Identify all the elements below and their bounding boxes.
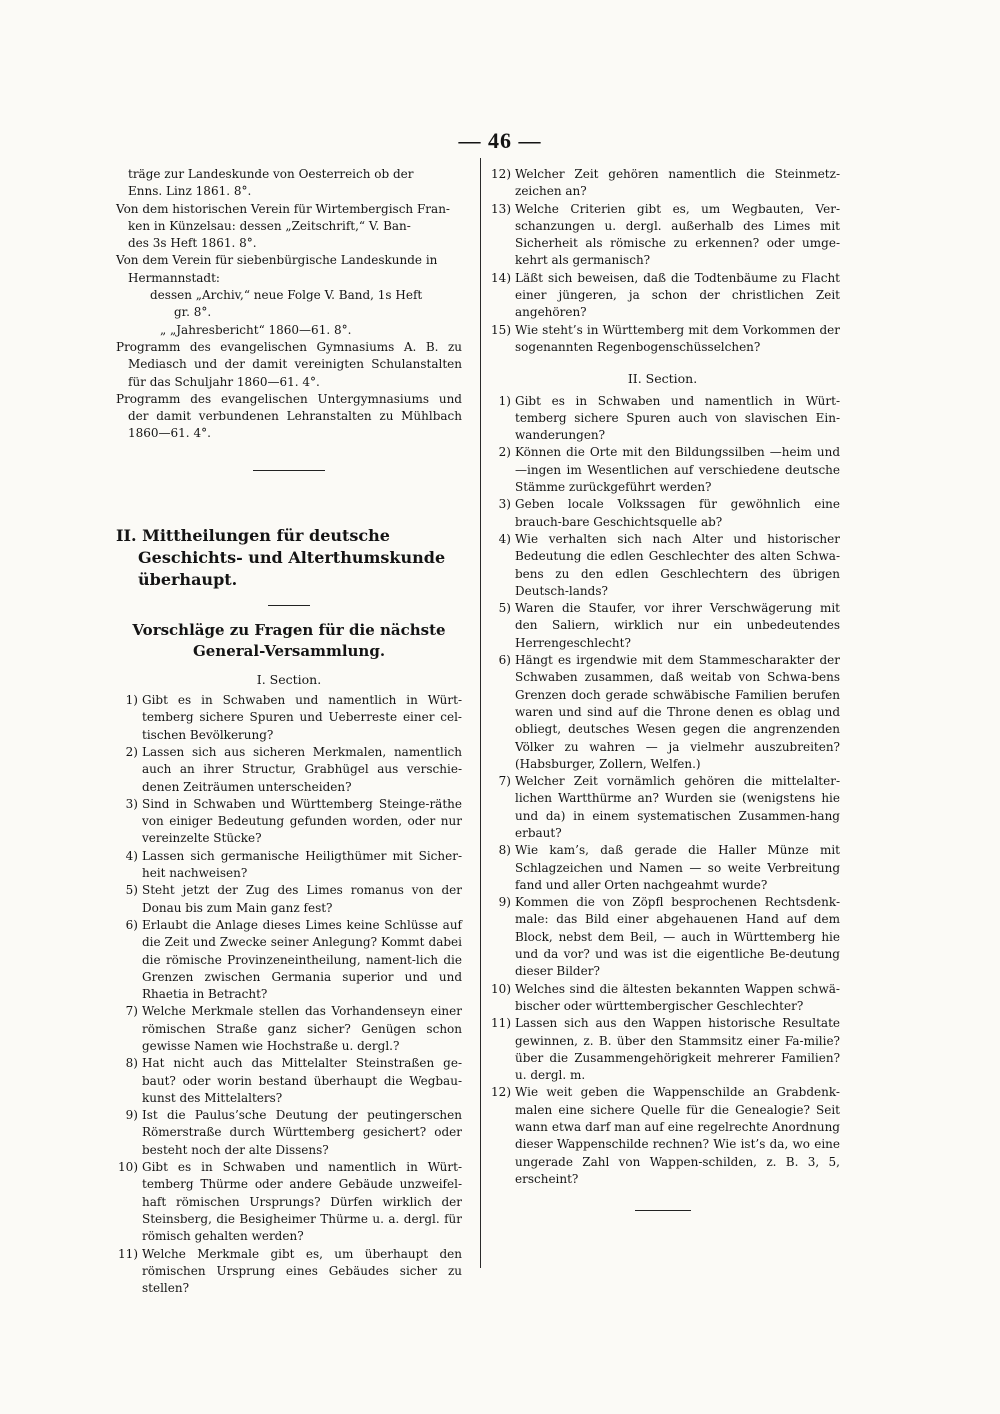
question-item bbox=[116, 917, 462, 1003]
question-item bbox=[485, 201, 840, 270]
text-line: Enns. Linz 1861. 8°. bbox=[128, 184, 252, 199]
question-number: 12) bbox=[491, 167, 511, 181]
question-text: Gibt es in Schwaben und namentlich in Würt-temberg sichere Spuren und Ueberreste einer cel-tischen Bevölkerung? bbox=[142, 693, 462, 742]
question-text: Erlaubt die Anlage dieses Limes keine Schlüsse auf die Zeit und Zwecke seiner Anlegung? Kommt dabei die römische Provinzeneintheilung, nament-lich die Grenzen zwischen Germania superior und und Rhaetia in Betracht? bbox=[142, 917, 462, 1002]
separator-rule bbox=[635, 1210, 691, 1211]
right-column bbox=[485, 166, 840, 1211]
subsection-title: Vorschläge zu Fragen für die nächste General-Versammlung. bbox=[132, 620, 446, 660]
intro-entry bbox=[116, 166, 462, 201]
question-number: 1) bbox=[125, 693, 138, 708]
question-text: Läßt sich beweisen, daß die Todtenbäume zu Flacht einer jüngeren, ja schon der christlichen Zeit angehören? bbox=[515, 270, 840, 320]
question-list bbox=[485, 166, 840, 356]
question-text: Waren die Staufer, vor ihrer Verschwägerung mit den Saliern, wirklich nur ein unbedeutendes Herrengeschlecht? bbox=[515, 601, 840, 650]
question-item bbox=[116, 1107, 462, 1159]
question-item bbox=[116, 744, 462, 796]
text-line: träge zur Landeskunde von Oesterreich ob der bbox=[128, 167, 414, 181]
intro-entries bbox=[116, 166, 462, 287]
question-text: Gibt es in Schwaben und namentlich in Würt-temberg sichere Spuren auch von slavischen Ein-wanderungen? bbox=[515, 393, 840, 443]
left-column bbox=[116, 166, 462, 1297]
question-number: 3) bbox=[498, 497, 511, 512]
question-text: Hängt es irgendwie mit dem Stammescharakter der Schwaben zusammen, daß weitab von Schwa-bens Grenzen doch gerade schwäbische Familien berufen waren und sind auf die Throne denen es oblag und obliegt, deutsches Wesen gegen die angrenzenden Völker zu wahren — ja vielmehr auszubreiten? (Habsburger, Zollern, Welfen.) bbox=[515, 653, 840, 771]
intro-entry bbox=[116, 252, 462, 287]
question-text: Lassen sich germanische Heiligthümer mit Sicher-heit nachweisen? bbox=[142, 848, 462, 881]
programm-muehlbach: Programm des evangelischen Untergymnasiums und der damit verbundenen Lehranstalten zu Mühlbach 1860—61. 4°. bbox=[116, 391, 462, 441]
question-text: Steht jetzt der Zug des Limes romanus von der Donau bis zum Main ganz fest? bbox=[142, 883, 462, 915]
question-item bbox=[485, 652, 840, 773]
question-item bbox=[485, 270, 840, 322]
question-item bbox=[116, 1003, 462, 1055]
archiv-line-1: dessen „Archiv,“ neue Folge V. Band, 1s Heft bbox=[150, 288, 423, 303]
question-number: 8) bbox=[125, 1056, 138, 1071]
question-number: 1) bbox=[498, 393, 511, 408]
programm-mediasch: Programm des evangelischen Gymnasiums A. B. zu Mediasch und der damit vereinigten Schulanstalten für das Schuljahr 1860—61. 4°. bbox=[116, 339, 462, 389]
question-number: 7) bbox=[498, 774, 511, 789]
question-number: 14) bbox=[491, 270, 511, 285]
question-text: Wie kam’s, daß gerade die Haller Münze mit Schlagzeichen und Namen — so weite Verbreitung fand und aller Orten nachgeahmt wurde? bbox=[515, 843, 840, 892]
question-number: 12) bbox=[491, 1085, 511, 1100]
question-item bbox=[485, 981, 840, 1016]
question-text: Sind in Schwaben und Württemberg Steinge-räthe von einiger Bedeutung gefunden worden, oder nur vereinzelte Stücke? bbox=[142, 796, 462, 846]
question-item bbox=[116, 882, 462, 917]
question-list bbox=[485, 393, 840, 1189]
column-divider bbox=[480, 158, 481, 1268]
text-line: des 3s Heft 1861. 8°. bbox=[128, 236, 257, 251]
question-number: 6) bbox=[125, 917, 138, 932]
jahresbericht-line: „ „Jahresbericht“ 1860—61. 8°. bbox=[160, 322, 352, 337]
question-text: Welches sind die ältesten bekannten Wappen schwä-bischer oder württembergischer Geschlechter? bbox=[515, 981, 840, 1013]
question-item bbox=[485, 773, 840, 842]
question-number: 4) bbox=[498, 531, 511, 546]
question-text: Gibt es in Schwaben und namentlich in Würt-temberg Thürme oder andere Gebäude unzweifel-haft römischen Ursprungs? Dürfen wirklich der Steinsberg, die Besigheimer Thürme u. a. dergl. für römisch gehalten werden? bbox=[142, 1160, 462, 1244]
text-line: Hermannstadt: bbox=[128, 270, 220, 285]
question-number: 11) bbox=[491, 1016, 511, 1031]
question-text: Hat nicht auch das Mittelalter Steinstraßen ge-baut? oder worin bestand überhaupt die Wegbau-kunst des Mittelalters? bbox=[142, 1056, 462, 1105]
question-item bbox=[116, 1159, 462, 1245]
question-item bbox=[116, 796, 462, 848]
question-number: 2) bbox=[498, 445, 511, 460]
question-number: 7) bbox=[125, 1004, 138, 1019]
question-number: 9) bbox=[498, 895, 511, 910]
question-item bbox=[485, 444, 840, 496]
question-number: 6) bbox=[498, 653, 511, 668]
question-number: 10) bbox=[491, 981, 511, 996]
question-text: Wie verhalten sich nach Alter und historischer Bedeutung die edlen Geschlechter des alten Schwa-bens zu den edlen Geschlechtern des übrigen Deutsch-lands? bbox=[515, 531, 840, 598]
question-text: Lassen sich aus den Wappen historische Resultate gewinnen, z. B. über den Stammsitz einer Fa-milie? über die Zusammengehörigkeit mehrerer Familien? u. dergl. m. bbox=[515, 1016, 840, 1083]
question-number: 13) bbox=[491, 201, 511, 216]
question-item bbox=[485, 1084, 840, 1188]
question-item bbox=[485, 496, 840, 531]
question-text: Kommen die von Zöpfl besprochenen Rechtsdenk-male: das Bild einer abgehauenen Hand auf dem Block, nebst dem Beil, — auch in Württemberg hie und da vor? und was ist die eigentliche Be-deutung dieser Bilder? bbox=[515, 895, 840, 979]
question-number: 10) bbox=[118, 1160, 138, 1175]
question-number: 11) bbox=[118, 1246, 138, 1261]
question-item bbox=[485, 393, 840, 445]
question-text: Wie steht’s in Württemberg mit dem Vorkommen der sogenannten Regenbogenschüsselchen? bbox=[515, 322, 840, 354]
text-line: Von dem Verein für siebenbürgische Landeskunde in bbox=[116, 253, 438, 268]
question-number: 5) bbox=[125, 883, 138, 898]
question-text: Welche Merkmale stellen das Vorhandenseyn einer römischen Straße ganz sicher? Genügen schon gewisse Namen wie Hochstraße u. dergl.? bbox=[142, 1004, 462, 1053]
question-text: Ist die Paulus’sche Deutung der peutingerschen Römerstraße durch Württemberg gesichert? oder besteht noch der alte Dissens? bbox=[142, 1108, 462, 1157]
page-number: — 46 — bbox=[458, 128, 542, 153]
text-line: ken in Künzelsau: dessen „Zeitschrift,“ V. Ban- bbox=[128, 218, 411, 233]
question-item bbox=[485, 166, 840, 201]
question-item bbox=[116, 1246, 462, 1298]
question-number: 4) bbox=[125, 848, 138, 863]
question-list bbox=[116, 692, 462, 1297]
question-item bbox=[485, 894, 840, 980]
question-item bbox=[485, 1015, 840, 1084]
text-line: Von dem historischen Verein für Wirtembergisch Fran- bbox=[116, 201, 450, 216]
section-title: II. Mittheilungen für deutsche Geschichts- und Alterthumskunde überhaupt. bbox=[116, 525, 446, 589]
question-text: Welche Merkmale gibt es, um überhaupt den römischen Ursprung eines Gebäudes sicher zu stellen? bbox=[142, 1246, 462, 1296]
question-item bbox=[485, 600, 840, 652]
question-number: 9) bbox=[125, 1108, 138, 1123]
question-text: Welcher Zeit gehören namentlich die Steinmetz-zeichen an? bbox=[515, 167, 840, 199]
question-item bbox=[116, 692, 462, 744]
question-number: 2) bbox=[125, 744, 138, 759]
question-text: Welcher Zeit vornämlich gehören die mittelalter-lichen Wartthürme an? Wurden sie (wenigstens hie und da) in einem systematischen Zusammen-hang erbaut? bbox=[515, 774, 840, 840]
question-number: 15) bbox=[491, 322, 511, 337]
question-number: 8) bbox=[498, 843, 511, 858]
section-heading-i: I. Section. bbox=[256, 671, 322, 687]
question-text: Lassen sich aus sicheren Merkmalen, namentlich auch an ihrer Structur, Grabhügel aus verschie-denen Zeiträumen unterscheiden? bbox=[142, 744, 462, 794]
archiv-line-2: gr. 8°. bbox=[174, 305, 212, 320]
question-number: 5) bbox=[498, 601, 511, 616]
intro-entry bbox=[116, 201, 462, 253]
question-item bbox=[116, 848, 462, 883]
question-text: Welche Criterien gibt es, um Wegbauten, Ver-schanzungen u. dergl. außerhalb des Limes mit Sicherheit als römische zu erkennen? oder umge-kehrt als germanisch? bbox=[515, 201, 840, 268]
question-item bbox=[116, 1055, 462, 1107]
question-item bbox=[485, 322, 840, 357]
section-heading-ii: II. Section. bbox=[627, 371, 698, 387]
question-text: Wie weit geben die Wappenschilde an Grabdenk-malen eine sichere Quelle für die Genealogie? Seit wann etwa darf man auf eine regelrechte Anordnung dieser Wappenschilde rechnen? Wie ist’s da, wo eine ungerade Zahl von Wappen-schilden, z. B. 3, 5, erscheint? bbox=[515, 1085, 840, 1186]
question-text: Können die Orte mit den Bildungssilben —heim und —ingen im Wesentlichen auf verschiedene deutsche Stämme zurückgeführt werden? bbox=[515, 445, 840, 495]
question-text: Geben locale Volkssagen für gewöhnlich eine brauch-bare Geschichtsquelle ab? bbox=[515, 497, 840, 529]
question-item bbox=[485, 842, 840, 894]
question-number: 3) bbox=[125, 796, 138, 811]
question-item bbox=[485, 531, 840, 600]
